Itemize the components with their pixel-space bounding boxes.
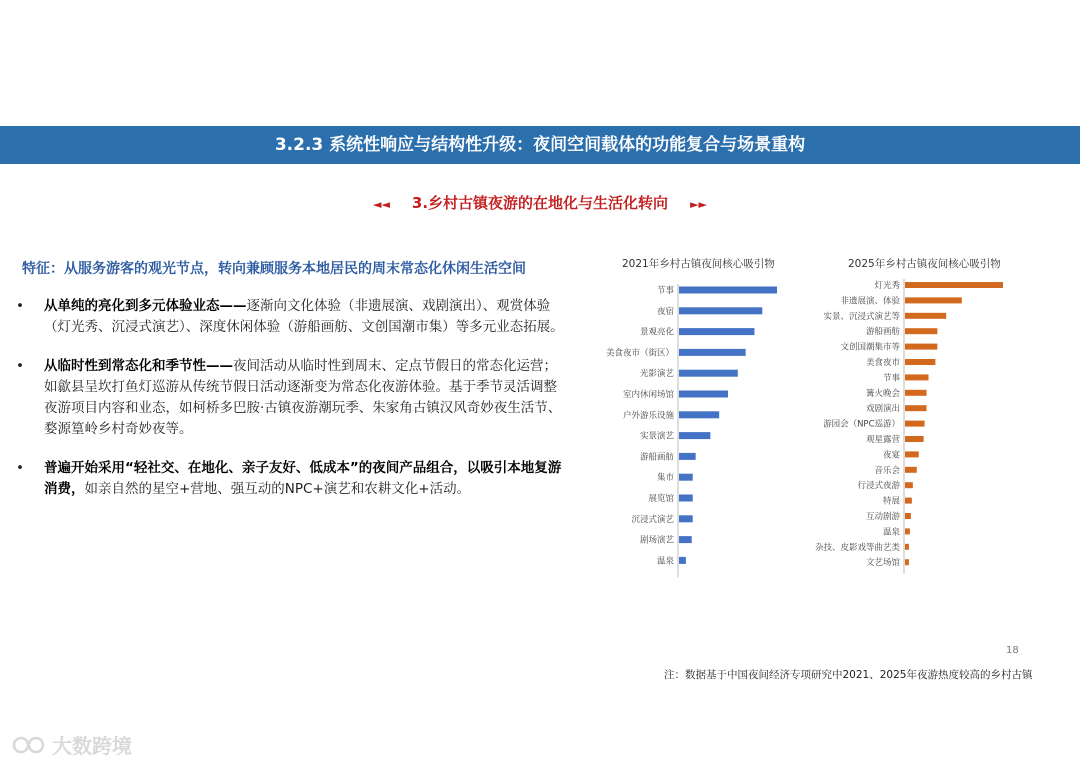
category-label: 温泉 xyxy=(882,527,900,538)
category-label: 美食夜市 xyxy=(865,358,900,368)
category-label: 灯光秀 xyxy=(874,281,900,291)
bar xyxy=(905,328,937,334)
bar xyxy=(905,513,911,519)
chart-2021-plot xyxy=(596,256,796,586)
category-label: 夜宿 xyxy=(656,306,674,317)
category-label: 音乐会 xyxy=(874,465,900,476)
category-label: 非遗展演、体验 xyxy=(840,296,900,307)
bar xyxy=(679,349,746,356)
category-label: 文创国潮集市等 xyxy=(840,342,900,353)
bullet-item xyxy=(16,458,566,500)
category-label: 戏剧演出 xyxy=(865,404,900,415)
left-arrow-icon: ◄◄ xyxy=(373,198,390,211)
right-arrow-icon: ►► xyxy=(690,198,707,211)
bar xyxy=(679,515,693,522)
category-label: 篝火晚会 xyxy=(865,388,900,399)
bar xyxy=(679,536,692,543)
category-label: 景观亮化 xyxy=(639,327,674,338)
bar xyxy=(905,498,912,504)
chart-2021 xyxy=(596,256,796,586)
bar xyxy=(679,287,777,294)
category-label: 展览馆 xyxy=(648,494,674,504)
footnote: 注：数据基于中国夜间经济专项研究中2021、2025年夜游热度较高的乡村古镇 xyxy=(664,669,1033,681)
category-label: 游船画舫 xyxy=(639,452,674,463)
logo-icon xyxy=(12,734,46,756)
bullet-bold-lead: 从单纯的亮化到多元体验业态—— xyxy=(44,298,247,314)
category-label: 夜宴 xyxy=(882,450,900,461)
bullet-bold-lead: 普遍开始采用“轻社交、在地化、亲子友好、低成本”的夜间产品组合，以吸引本地复游消费， xyxy=(44,460,562,497)
bar xyxy=(905,313,946,319)
bar xyxy=(679,307,762,314)
category-label: 行浸式夜游 xyxy=(857,481,900,492)
bar xyxy=(679,328,754,335)
category-label: 沉浸式演艺 xyxy=(631,514,674,525)
bar xyxy=(679,453,696,460)
bar xyxy=(905,344,937,350)
watermark-text: 大数跨境 xyxy=(52,734,132,758)
bar xyxy=(905,405,927,411)
sub-heading xyxy=(0,192,1080,213)
bar xyxy=(679,557,686,564)
bullet-marker: • xyxy=(16,358,24,374)
bar xyxy=(679,391,728,398)
category-label: 光影演艺 xyxy=(639,369,674,380)
category-label: 观星露营 xyxy=(865,435,900,445)
category-label: 温泉 xyxy=(656,556,674,567)
category-label: 游船画舫 xyxy=(865,327,900,338)
bar xyxy=(905,297,962,303)
bar xyxy=(679,495,693,502)
bullet-text: 夜间活动从临时性到周末、定点节假日的常态化运营；如歙县呈坎打鱼灯巡游从传统节假日活动逐渐变为常态化夜游体验。基于季节灵活调整夜游项目内容和业态，如柯桥多巴胺·古镇夜游潮玩季、朱家角古镇汉风奇妙夜生活节、婺源篁岭乡村奇妙夜等。 xyxy=(44,358,562,437)
category-label: 游园会（NPC巡游） xyxy=(823,419,900,430)
category-label: 文艺场馆 xyxy=(865,558,900,569)
category-label: 剧场演艺 xyxy=(639,535,674,546)
bar xyxy=(679,432,710,439)
category-label: 节事 xyxy=(882,373,900,384)
bullet-item xyxy=(16,356,566,440)
page-number: 18 xyxy=(1006,645,1019,656)
bar xyxy=(905,559,909,565)
chart-2025-plot xyxy=(796,256,1016,586)
bar xyxy=(905,282,1003,288)
category-label: 实景演艺 xyxy=(639,431,674,442)
section-title-banner xyxy=(0,126,1080,164)
bar xyxy=(905,436,924,442)
bullet-marker: • xyxy=(16,460,24,476)
bar xyxy=(679,370,738,377)
bar xyxy=(905,544,909,550)
bar xyxy=(905,421,925,427)
bullet-text: 如亲自然的星空+营地、强互动的NPC+演艺和农耕文化+活动。 xyxy=(84,481,471,497)
bullet-bold-lead: 从临时性到常态化和季节性—— xyxy=(44,358,233,374)
bar xyxy=(905,467,917,473)
chart-2025 xyxy=(796,256,1016,586)
category-label: 互动剧游 xyxy=(865,512,900,522)
category-label: 杂技、皮影戏等曲艺类 xyxy=(814,542,900,553)
chart-title: 2025年乡村古镇夜间核心吸引物 xyxy=(848,258,1001,270)
chart-title: 2021年乡村古镇夜间核心吸引物 xyxy=(622,258,775,270)
bullet-marker: • xyxy=(16,298,24,314)
category-label: 特展 xyxy=(882,496,900,507)
category-label: 节事 xyxy=(656,286,674,296)
bar xyxy=(679,411,719,418)
section-title: 3.2.3 系统性响应与结构性升级：夜间空间载体的功能复合与场景重构 xyxy=(274,135,806,155)
bar xyxy=(679,474,693,481)
watermark xyxy=(12,730,132,759)
bar xyxy=(905,528,910,534)
bullet-item xyxy=(16,296,566,338)
bar xyxy=(905,390,927,396)
bar xyxy=(905,359,935,365)
category-label: 美食夜市（街区） xyxy=(605,348,674,359)
bullet-text: 逐渐向文化体验（非遗展演、戏剧演出）、观赏体验（灯光秀、沉浸式演艺）、深度休闲体验（游船画舫、文创国潮市集）等多元业态拓展。 xyxy=(44,298,564,335)
category-label: 户外游乐设施 xyxy=(622,410,674,421)
bar xyxy=(905,374,929,380)
category-label: 集市 xyxy=(656,473,674,484)
category-label: 实景、沉浸式演艺等 xyxy=(823,311,900,322)
bar xyxy=(905,482,913,488)
feature-statement: 特征：从服务游客的观光节点，转向兼顾服务本地居民的周末常态化休闲生活空间 xyxy=(22,261,526,277)
sub-heading-text: 3.乡村古镇夜游的在地化与生活化转向 xyxy=(411,194,669,212)
category-label: 室内休闲场馆 xyxy=(622,390,674,400)
bullet-list xyxy=(16,296,566,518)
bar xyxy=(905,451,919,457)
